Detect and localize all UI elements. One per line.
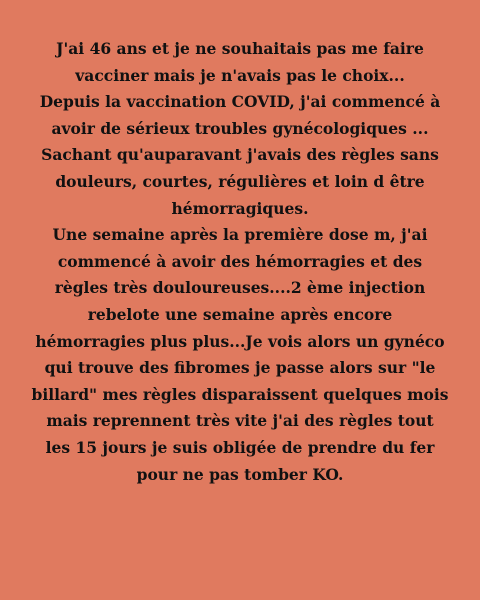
testimony-line-2: vacciner mais je n'avais pas le choix...	[75, 65, 405, 85]
testimony-line-17: pour ne pas tomber KO.	[136, 464, 344, 484]
testimony-line-15: mais reprennent très vite j'ai des règles tout	[46, 411, 434, 431]
testimony-line-16: les 15 jours je suis obligée de prendre du fer	[45, 437, 435, 457]
testimony-text	[10, 36, 470, 488]
testimony-line-8: Une semaine après la première dose m, j'ai	[52, 225, 428, 245]
testimony-line-10: règles très douloureuses....2 ème injection	[54, 278, 426, 298]
testimony-line-7: hémorragiques.	[171, 198, 309, 218]
testimony-line-1: J'ai 46 ans et je ne souhaitais pas me faire	[56, 39, 424, 58]
testimony-line-6: douleurs, courtes, régulières et loin d être	[55, 171, 425, 191]
testimony-line-11: rebelote une semaine après encore	[87, 304, 393, 324]
testimony-line-12: hémorragies plus plus...Je vois alors un gynéco	[35, 331, 445, 351]
testimony-line-13: qui trouve des fibromes je passe alors sur "le	[44, 358, 436, 378]
testimony-line-9: commencé à avoir des hémorragies et des	[57, 251, 423, 271]
testimony-line-4: avoir de sérieux troubles gynécologiques ...	[51, 118, 429, 138]
testimony-line-14: billard" mes règles disparaissent quelques mois	[31, 384, 449, 404]
testimony-line-3: Depuis la vaccination COVID, j'ai commencé à	[39, 92, 441, 112]
testimony-line-5: Sachant qu'auparavant j'avais des règles sans	[41, 145, 439, 165]
